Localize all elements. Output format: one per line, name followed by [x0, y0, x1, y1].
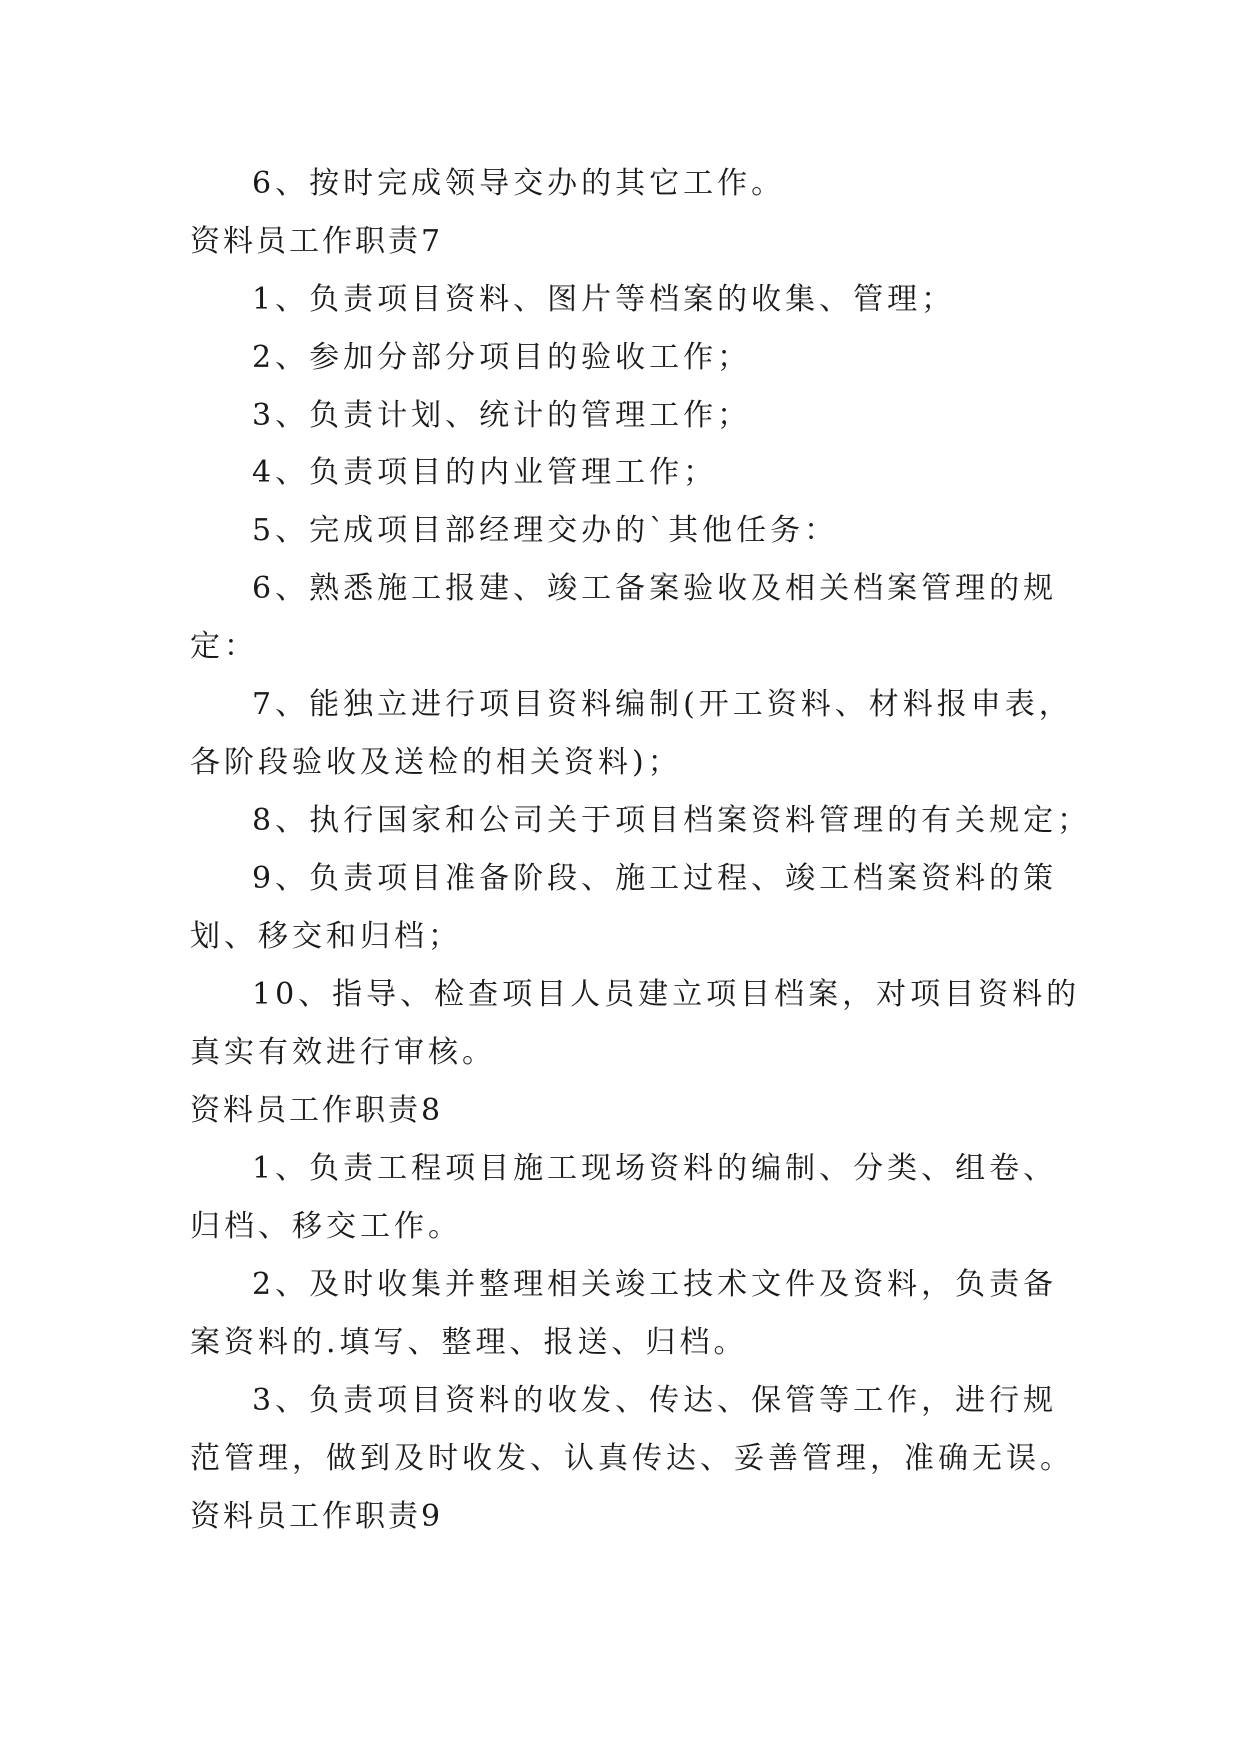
text-line: 案资料的.填写、整理、报送、归档。	[190, 1325, 748, 1360]
text-line: 8、执行国家和公司关于项目档案资料管理的有关规定；	[252, 803, 1092, 838]
section-heading: 资料员工作职责9	[190, 1499, 444, 1534]
text-line: 定：	[190, 629, 258, 664]
text-line: 4、负责项目的内业管理工作；	[252, 455, 718, 490]
text-line: 1、负责项目资料、图片等档案的收集、管理；	[252, 282, 956, 317]
text-line: 3、负责项目资料的收发、传达、保管等工作，进行规	[252, 1383, 1058, 1418]
text-line: 划、移交和归档；	[190, 919, 462, 954]
text-line: 5、完成项目部经理交办的`其他任务：	[252, 513, 839, 548]
text-line: 2、及时收集并整理相关竣工技术文件及资料，负责备	[252, 1267, 1058, 1302]
text-line: 10、指导、检查项目人员建立项目档案，对项目资料的	[252, 977, 1081, 1012]
text-line: 3、负责计划、统计的管理工作；	[252, 398, 752, 433]
text-line: 1、负责工程项目施工现场资料的编制、分类、组卷、	[252, 1151, 1058, 1186]
text-line: 真实有效进行审核。	[190, 1035, 496, 1070]
text-line: 6、熟悉施工报建、竣工备案验收及相关档案管理的规	[252, 571, 1058, 606]
text-line: 各阶段验收及送检的相关资料)；	[190, 745, 682, 780]
text-line: 范管理，做到及时收发、认真传达、妥善管理，准确无误。	[190, 1441, 1074, 1476]
text-line: 归档、移交工作。	[190, 1209, 462, 1244]
section-heading: 资料员工作职责8	[190, 1093, 444, 1128]
text-line: 2、参加分部分项目的验收工作；	[252, 340, 752, 375]
text-line: 6、按时完成领导交办的其它工作。	[252, 166, 786, 201]
text-line: 7、能独立进行项目资料编制(开工资料、材料报申表，	[252, 687, 1073, 722]
text-line: 9、负责项目准备阶段、施工过程、竣工档案资料的策	[252, 861, 1058, 896]
section-heading: 资料员工作职责7	[190, 224, 444, 259]
